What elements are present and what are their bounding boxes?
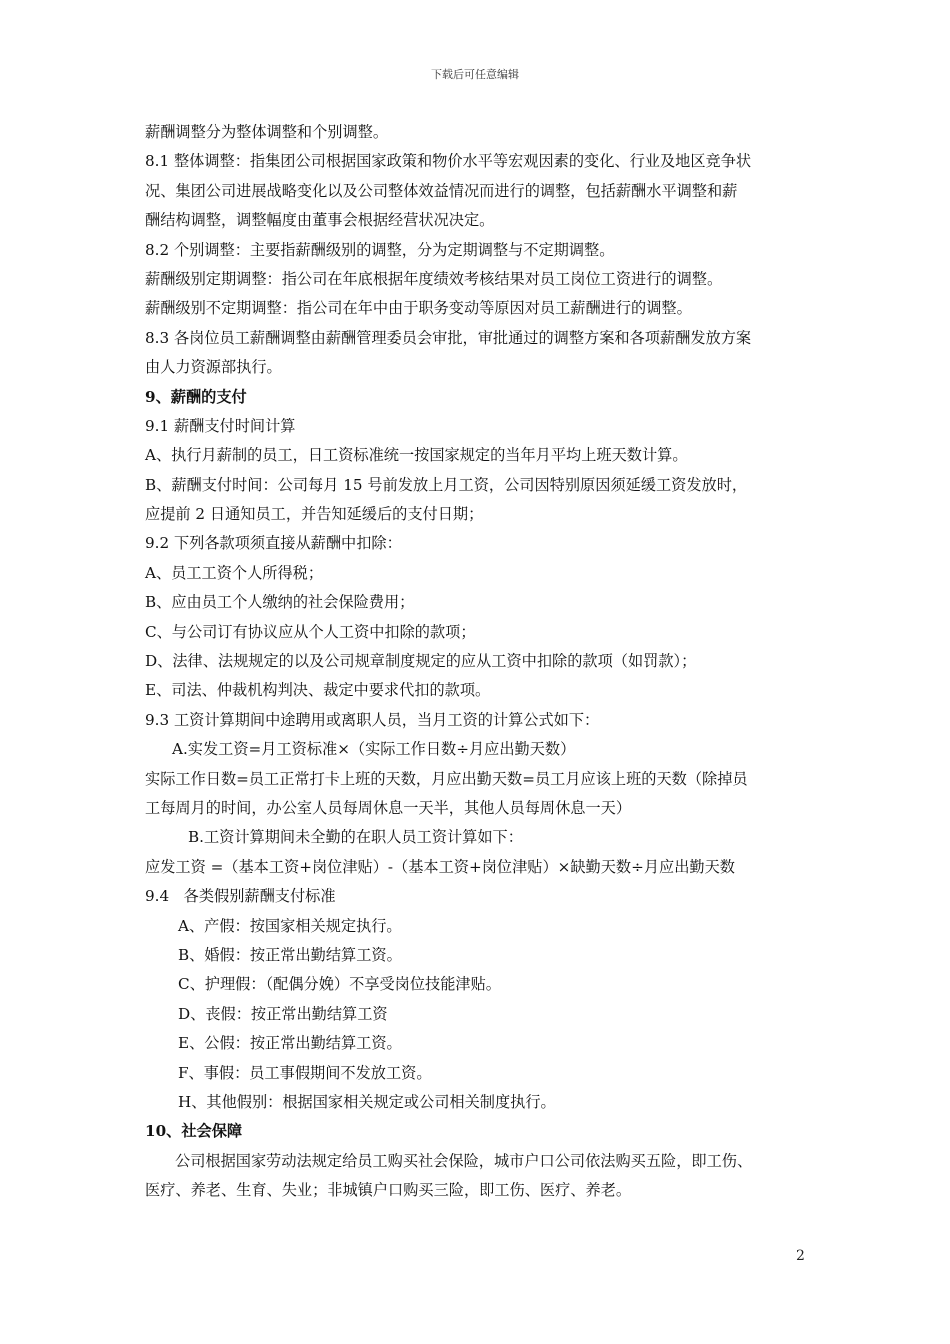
- paragraph-line: 9.2 下列各款项须直接从薪酬中扣除：: [145, 534, 402, 553]
- paragraph-line: B、薪酬支付时间：公司每月 15 号前发放上月工资，公司因特别原因须延缓工资发放时，: [145, 475, 748, 494]
- paragraph-line: 9.3 工资计算期间中途聘用或离职人员，当月工资的计算公式如下：: [145, 710, 600, 729]
- document-body: [145, 118, 815, 1205]
- list-item: H、其他假别：根据国家相关规定或公司相关制度执行。: [178, 1092, 556, 1111]
- paragraph-line: 9.4 各类假别薪酬支付标准: [145, 887, 336, 906]
- section-heading: 10、社会保障: [145, 1122, 243, 1141]
- paragraph-line: 公司根据国家劳动法规定给员工购买社会保险，城市户口公司依法购买五险，即工伤、: [175, 1151, 753, 1170]
- list-item: C、与公司订有协议应从个人工资中扣除的款项；: [145, 622, 476, 641]
- list-item: E、司法、仲裁机构判决、裁定中要求代扣的款项。: [145, 681, 491, 700]
- section-heading: 9、薪酬的支付: [145, 387, 247, 406]
- paragraph-line: 9.1 薪酬支付时间计算: [145, 416, 296, 435]
- list-item: A、产假：按国家相关规定执行。: [178, 916, 402, 935]
- list-item: D、法律、法规规定的以及公司规章制度规定的应从工资中扣除的款项（如罚款）；: [145, 652, 697, 671]
- paragraph-line: 医疗、养老、生育、失业；非城镇户口购买三险，即工伤、医疗、养老。: [145, 1181, 631, 1200]
- paragraph-line: 8.1 整体调整：指集团公司根据国家政策和物价水平等宏观因素的变化、行业及地区竞争状: [145, 152, 752, 171]
- list-item: D、丧假：按正常出勤结算工资: [178, 1004, 388, 1023]
- formula-line: A.实发工资=月工资标准×（实际工作日数÷月应出勤天数）: [172, 740, 576, 759]
- list-item: E、公假：按正常出勤结算工资。: [178, 1034, 402, 1053]
- list-item: F、事假：员工事假期间不发放工资。: [178, 1063, 432, 1082]
- list-item: B、应由员工个人缴纳的社会保险费用；: [145, 593, 415, 612]
- formula-line: 应发工资 =（基本工资+岗位津贴）-（基本工资+岗位津贴）×缺勤天数÷月应出勤天数: [145, 857, 735, 876]
- list-item: A、员工工资个人所得税；: [145, 563, 324, 582]
- page-number: 2: [796, 1248, 805, 1264]
- paragraph-line: 8.2 个别调整：主要指薪酬级别的调整，分为定期调整与不定期调整。: [145, 240, 615, 259]
- paragraph-line: 实际工作日数=员工正常打卡上班的天数，月应出勤天数=员工月应该上班的天数（除掉员: [145, 769, 748, 788]
- paragraph-line: 薪酬调整分为整体调整和个别调整。: [145, 123, 388, 141]
- paragraph-line: 况、集团公司进展战略变化以及公司整体效益情况而进行的调整，包括薪酬水平调整和薪: [145, 181, 738, 200]
- paragraph-line: 应提前 2 日通知员工，并告知延缓后的支付日期；: [145, 505, 484, 524]
- formula-line: B.工资计算期间未全勤的在职人员工资计算如下：: [188, 828, 523, 847]
- list-item: C、护理假：（配偶分娩）不享受岗位技能津贴。: [178, 975, 501, 994]
- list-item: B、婚假：按正常出勤结算工资。: [178, 945, 402, 964]
- paragraph-line: A、执行月薪制的员工，日工资标准统一按国家规定的当年月平均上班天数计算。: [145, 446, 688, 465]
- paragraph-line: 酬结构调整，调整幅度由董事会根据经营状况决定。: [145, 211, 495, 230]
- page-header: 下载后可任意编辑: [431, 68, 519, 81]
- paragraph-line: 薪酬级别不定期调整：指公司在年中由于职务变动等原因对员工薪酬进行的调整。: [145, 299, 692, 318]
- paragraph-line: 工每周月的时间，办公室人员每周休息一天半，其他人员每周休息一天）: [145, 798, 631, 817]
- paragraph-line: 薪酬级别定期调整：指公司在年底根据年度绩效考核结果对员工岗位工资进行的调整。: [145, 269, 723, 288]
- paragraph-line: 8.3 各岗位员工薪酬调整由薪酬管理委员会审批，审批通过的调整方案和各项薪酬发放方案: [145, 328, 752, 347]
- paragraph-line: 由人力资源部执行。: [145, 358, 282, 377]
